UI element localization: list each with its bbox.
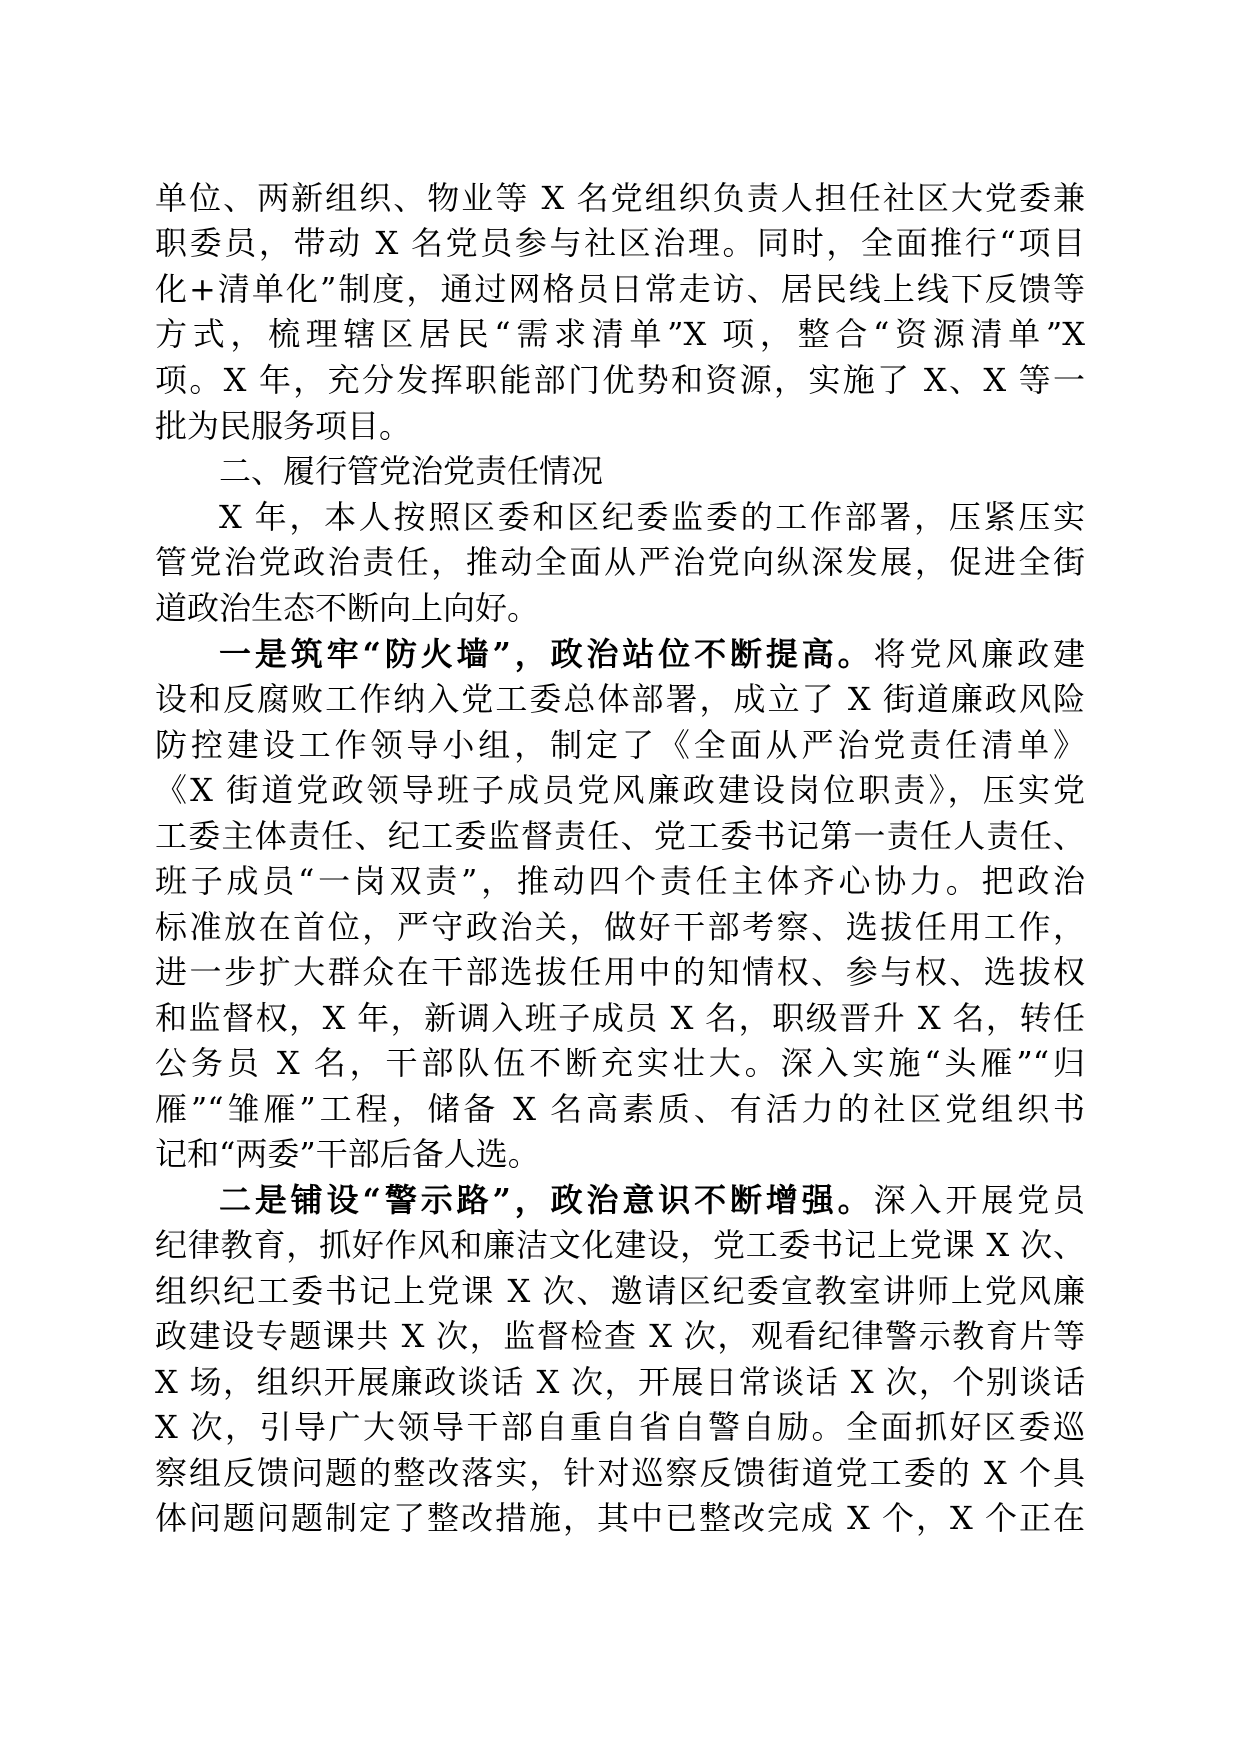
para3-line-6: 班子成员“一岗双责”，推动四个责任主体齐心协力。把政治 xyxy=(155,862,1085,900)
para4-line-7: 察组反馈问题的整改落实，针对巡察反馈街道党工委的 X 个具 xyxy=(155,1454,1085,1492)
para4-line-4: 政建设专题课共 X 次，监督检查 X 次，观看纪律警示教育片等 xyxy=(155,1317,1085,1355)
para4-line-5: X 场，组织开展廉政谈话 X 次，开展日常谈话 X 次，个别谈话 xyxy=(155,1363,1085,1401)
para3-line-1 xyxy=(219,634,1085,674)
para3-bold-lead: 一是筑牢“防火墙”，政治站位不断提高。 xyxy=(219,635,874,673)
para3-line-7: 标准放在首位，严守政治关，做好干部考察、选拔任用工作， xyxy=(155,908,1085,946)
para2-line-1: X 年，本人按照区委和区纪委监委的工作部署，压紧压实 xyxy=(219,498,1085,536)
para3-line-3: 防控建设工作领导小组，制定了《全面从严治党责任清单》 xyxy=(155,726,1085,764)
para2-line-2: 管党治党政治责任，推动全面从严治党向纵深发展，促进全街 xyxy=(155,543,1085,581)
para1-line-6: 批为民服务项目。 xyxy=(155,407,412,445)
para3-line-9: 和监督权，X 年，新调入班子成员 X 名，职级晋升 X 名，转任 xyxy=(155,999,1085,1037)
para3-line-4: 《X 街道党政领导班子成员党风廉政建设岗位职责》，压实党 xyxy=(155,771,1085,809)
para4-line-3: 组织纪工委书记上党课 X 次、邀请区纪委宣教室讲师上党风廉 xyxy=(155,1272,1085,1310)
para1-line-4: 方式，梳理辖区居民“需求清单”X 项，整合“资源清单”X xyxy=(155,315,1085,353)
para3-line-11: 雁”“雏雁”工程，储备 X 名高素质、有活力的社区党组织书 xyxy=(155,1090,1085,1128)
para1-line-1: 单位、两新组织、物业等 X 名党组织负责人担任社区大党委兼 xyxy=(155,179,1085,217)
para4-line-8: 体问题问题制定了整改措施，其中已整改完成 X 个，X 个正在 xyxy=(155,1499,1085,1537)
para4-line-1 xyxy=(219,1180,1085,1220)
para4-first-rest: 深入开展党员 xyxy=(873,1181,1085,1219)
para3-line-10: 公务员 X 名，干部队伍不断充实壮大。深入实施“头雁”“归 xyxy=(155,1044,1085,1082)
para4-line-6: X 次，引导广大领导干部自重自省自警自励。全面抓好区委巡 xyxy=(155,1408,1085,1446)
para3-first-rest: 将党风廉政建 xyxy=(873,635,1085,673)
para1-line-2: 职委员，带动 X 名党员参与社区治理。同时，全面推行“项目 xyxy=(155,224,1085,262)
para3-line-2: 设和反腐败工作纳入党工委总体部署，成立了 X 街道廉政风险 xyxy=(155,680,1085,718)
para1-line-5: 项。X 年，充分发挥职能部门优势和资源，实施了 X、X 等一 xyxy=(155,361,1085,399)
section-heading: 二、履行管党治党责任情况 xyxy=(219,452,604,490)
para3-line-5: 工委主体责任、纪工委监督责任、党工委书记第一责任人责任、 xyxy=(155,817,1085,855)
para4-line-2: 纪律教育，抓好作风和廉洁文化建设，党工委书记上党课 X 次、 xyxy=(155,1226,1085,1264)
para2-line-3: 道政治生态不断向上向好。 xyxy=(155,589,540,627)
para3-line-8: 进一步扩大群众在干部选拔任用中的知情权、参与权、选拔权 xyxy=(155,953,1085,991)
para3-line-12: 记和“两委”干部后备人选。 xyxy=(155,1135,540,1173)
para1-line-3: 化+清单化”制度，通过网格员日常走访、居民线上线下反馈等 xyxy=(155,270,1085,308)
para4-bold-lead: 二是铺设“警示路”，政治意识不断增强。 xyxy=(219,1181,874,1219)
